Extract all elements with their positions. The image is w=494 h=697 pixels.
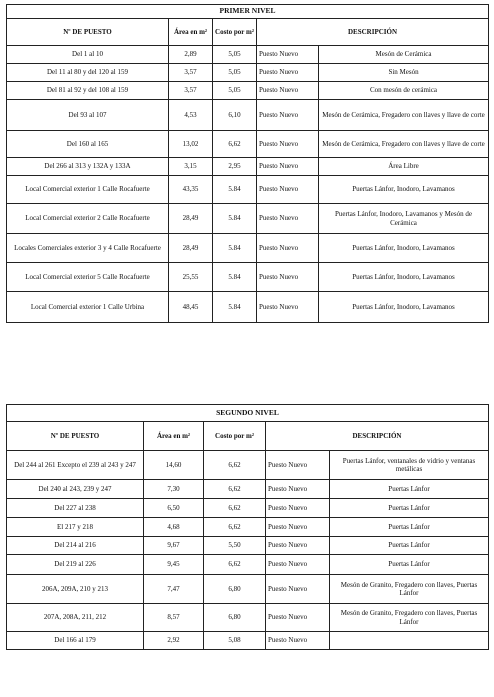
table-row [7, 632, 489, 650]
descripcion-cell: Mesón de Cerámica [319, 46, 489, 64]
estado-cell: Puesto Nuevo [266, 632, 330, 650]
costo-cell: 6,62 [204, 518, 266, 537]
descripcion-cell: Puertas Lánfor, Inodoro, Lavamanos [319, 176, 489, 204]
costo-cell: 5.84 [213, 234, 257, 263]
table-row [7, 131, 489, 158]
estado-cell: Puesto Nuevo [257, 82, 319, 100]
table-row [7, 234, 489, 263]
area-cell: 9,45 [144, 555, 204, 575]
estado-cell: Puesto Nuevo [257, 46, 319, 64]
table-row [7, 64, 489, 82]
costo-cell: 5.84 [213, 263, 257, 292]
table-row [7, 518, 489, 537]
descripcion-cell: Área Libre [319, 158, 489, 176]
puesto-cell: Del 93 al 107 [7, 100, 169, 131]
costo-cell: 5,05 [213, 46, 257, 64]
costo-cell: 6,10 [213, 100, 257, 131]
estado-cell: Puesto Nuevo [266, 555, 330, 575]
costo-cell: 5,08 [204, 632, 266, 650]
table-row [7, 537, 489, 555]
descripcion-cell: Puertas Lánfor [330, 499, 489, 518]
table-row [7, 451, 489, 480]
table-row [7, 204, 489, 234]
puesto-cell: Local Comercial exterior 5 Calle Rocafuerte [7, 263, 169, 292]
estado-cell: Puesto Nuevo [266, 604, 330, 632]
costo-cell: 5,05 [213, 64, 257, 82]
estado-cell: Puesto Nuevo [266, 518, 330, 537]
table-row [7, 263, 489, 292]
puesto-cell: Del 240 al 243, 239 y 247 [7, 480, 144, 499]
puesto-cell: Del 166 al 179 [7, 632, 144, 650]
puesto-cell: Del 244 al 261 Excepto el 239 al 243 y 247 [7, 451, 144, 480]
estado-cell: Puesto Nuevo [266, 451, 330, 480]
table-title: PRIMER NIVEL [7, 5, 489, 19]
col-header-descripcion: DESCRIPCIÓN [266, 422, 489, 451]
costo-cell: 6,62 [204, 555, 266, 575]
puesto-cell: Local Comercial exterior 1 Calle Rocafuerte [7, 176, 169, 204]
costo-cell: 6,80 [204, 604, 266, 632]
table-row [7, 292, 489, 323]
table-row [7, 176, 489, 204]
table-row [7, 480, 489, 499]
area-cell: 6,50 [144, 499, 204, 518]
descripcion-cell: Puertas Lánfor [330, 537, 489, 555]
table-row [7, 100, 489, 131]
descripcion-cell: Puertas Lánfor [330, 480, 489, 499]
table-row [7, 555, 489, 575]
table-row [7, 82, 489, 100]
area-cell: 4,53 [169, 100, 213, 131]
estado-cell: Puesto Nuevo [266, 499, 330, 518]
table-row [7, 499, 489, 518]
segundo-nivel-table [6, 404, 489, 650]
costo-cell: 6,62 [204, 480, 266, 499]
puesto-cell: Del 266 al 313 y 132A y 133A [7, 158, 169, 176]
puesto-cell: Del 227 al 238 [7, 499, 144, 518]
descripcion-cell: Mesón de Granito, Fregadero con llaves, Puertas Lánfor [330, 604, 489, 632]
descripcion-cell: Puertas Lánfor, Inodoro, Lavamanos [319, 234, 489, 263]
descripcion-cell: Puertas Lánfor, Inodoro, Lavamanos [319, 263, 489, 292]
table-body [7, 46, 489, 323]
estado-cell: Puesto Nuevo [257, 158, 319, 176]
puesto-cell: El 217 y 218 [7, 518, 144, 537]
puesto-cell: Del 11 al 80 y del 120 al 159 [7, 64, 169, 82]
area-cell: 4,68 [144, 518, 204, 537]
puesto-cell: Del 160 al 165 [7, 131, 169, 158]
costo-cell: 2,95 [213, 158, 257, 176]
costo-cell: 6,62 [204, 499, 266, 518]
descripcion-cell: Puertas Lánfor, ventanales de vidrio y ventanas metálicas [330, 451, 489, 480]
area-cell: 3,57 [169, 64, 213, 82]
costo-cell: 5.84 [213, 204, 257, 234]
area-cell: 13,02 [169, 131, 213, 158]
header-row [7, 19, 489, 46]
area-cell: 8,57 [144, 604, 204, 632]
puesto-cell: Local Comercial exterior 1 Calle Urbina [7, 292, 169, 323]
puesto-cell: Del 219 al 226 [7, 555, 144, 575]
estado-cell: Puesto Nuevo [257, 176, 319, 204]
puesto-cell: Local Comercial exterior 2 Calle Rocafuerte [7, 204, 169, 234]
col-header-costo: Costo por m² [204, 422, 266, 451]
header-row [7, 422, 489, 451]
area-cell: 7,30 [144, 480, 204, 499]
descripcion-cell: Puertas Lánfor [330, 518, 489, 537]
descripcion-cell: Puertas Lánfor, Inodoro, Lavamanos y Mesón de Cerámica [319, 204, 489, 234]
table-title-row [7, 405, 489, 422]
estado-cell: Puesto Nuevo [266, 537, 330, 555]
puesto-cell: Del 214 al 216 [7, 537, 144, 555]
descripcion-cell: Con mesón de cerámica [319, 82, 489, 100]
descripcion-cell: Mesón de Cerámica, Fregadero con llaves y llave de corte [319, 131, 489, 158]
col-header-puesto: Nº DE PUESTO [7, 19, 169, 46]
costo-cell: 5,05 [213, 82, 257, 100]
puesto-cell: Del 1 al 10 [7, 46, 169, 64]
costo-cell: 6,62 [204, 451, 266, 480]
puesto-cell: 207A, 208A, 211, 212 [7, 604, 144, 632]
estado-cell: Puesto Nuevo [257, 204, 319, 234]
table-row [7, 158, 489, 176]
area-cell: 43,35 [169, 176, 213, 204]
col-header-costo: Costo por m² [213, 19, 257, 46]
col-header-puesto: Nº DE PUESTO [7, 422, 144, 451]
area-cell: 28,49 [169, 204, 213, 234]
puesto-cell: 206A, 209A, 210 y 213 [7, 575, 144, 604]
estado-cell: Puesto Nuevo [257, 64, 319, 82]
estado-cell: Puesto Nuevo [266, 575, 330, 604]
puesto-cell: Locales Comerciales exterior 3 y 4 Calle Rocafuerte [7, 234, 169, 263]
table-row [7, 575, 489, 604]
primer-nivel-table [6, 4, 489, 323]
costo-cell: 5.84 [213, 292, 257, 323]
area-cell: 2,89 [169, 46, 213, 64]
puesto-cell: Del 81 al 92 y del 108 al 159 [7, 82, 169, 100]
estado-cell: Puesto Nuevo [257, 263, 319, 292]
costo-cell: 6,80 [204, 575, 266, 604]
descripcion-cell: Mesón de Cerámica, Fregadero con llaves y llave de corte [319, 100, 489, 131]
area-cell: 9,67 [144, 537, 204, 555]
table-title-row [7, 5, 489, 19]
col-header-area: Área en m² [144, 422, 204, 451]
descripcion-cell: Sin Mesón [319, 64, 489, 82]
area-cell: 14,60 [144, 451, 204, 480]
area-cell: 7,47 [144, 575, 204, 604]
col-header-area: Área en m² [169, 19, 213, 46]
area-cell: 2,92 [144, 632, 204, 650]
estado-cell: Puesto Nuevo [257, 292, 319, 323]
descripcion-cell: Puertas Lánfor, Inodoro, Lavamanos [319, 292, 489, 323]
table-title: SEGUNDO NIVEL [7, 405, 489, 422]
area-cell: 3,15 [169, 158, 213, 176]
area-cell: 48,45 [169, 292, 213, 323]
estado-cell: Puesto Nuevo [266, 480, 330, 499]
col-header-descripcion: DESCRIPCIÓN [257, 19, 489, 46]
descripcion-cell: Puertas Lánfor [330, 555, 489, 575]
descripcion-cell [330, 632, 489, 650]
costo-cell: 5,50 [204, 537, 266, 555]
estado-cell: Puesto Nuevo [257, 234, 319, 263]
table-row [7, 604, 489, 632]
descripcion-cell: Mesón de Granito, Fregadero con llaves, Puertas Lánfor [330, 575, 489, 604]
table-row [7, 46, 489, 64]
estado-cell: Puesto Nuevo [257, 100, 319, 131]
area-cell: 28,49 [169, 234, 213, 263]
area-cell: 25,55 [169, 263, 213, 292]
area-cell: 3,57 [169, 82, 213, 100]
table-body [7, 451, 489, 650]
costo-cell: 5.84 [213, 176, 257, 204]
costo-cell: 6,62 [213, 131, 257, 158]
estado-cell: Puesto Nuevo [257, 131, 319, 158]
